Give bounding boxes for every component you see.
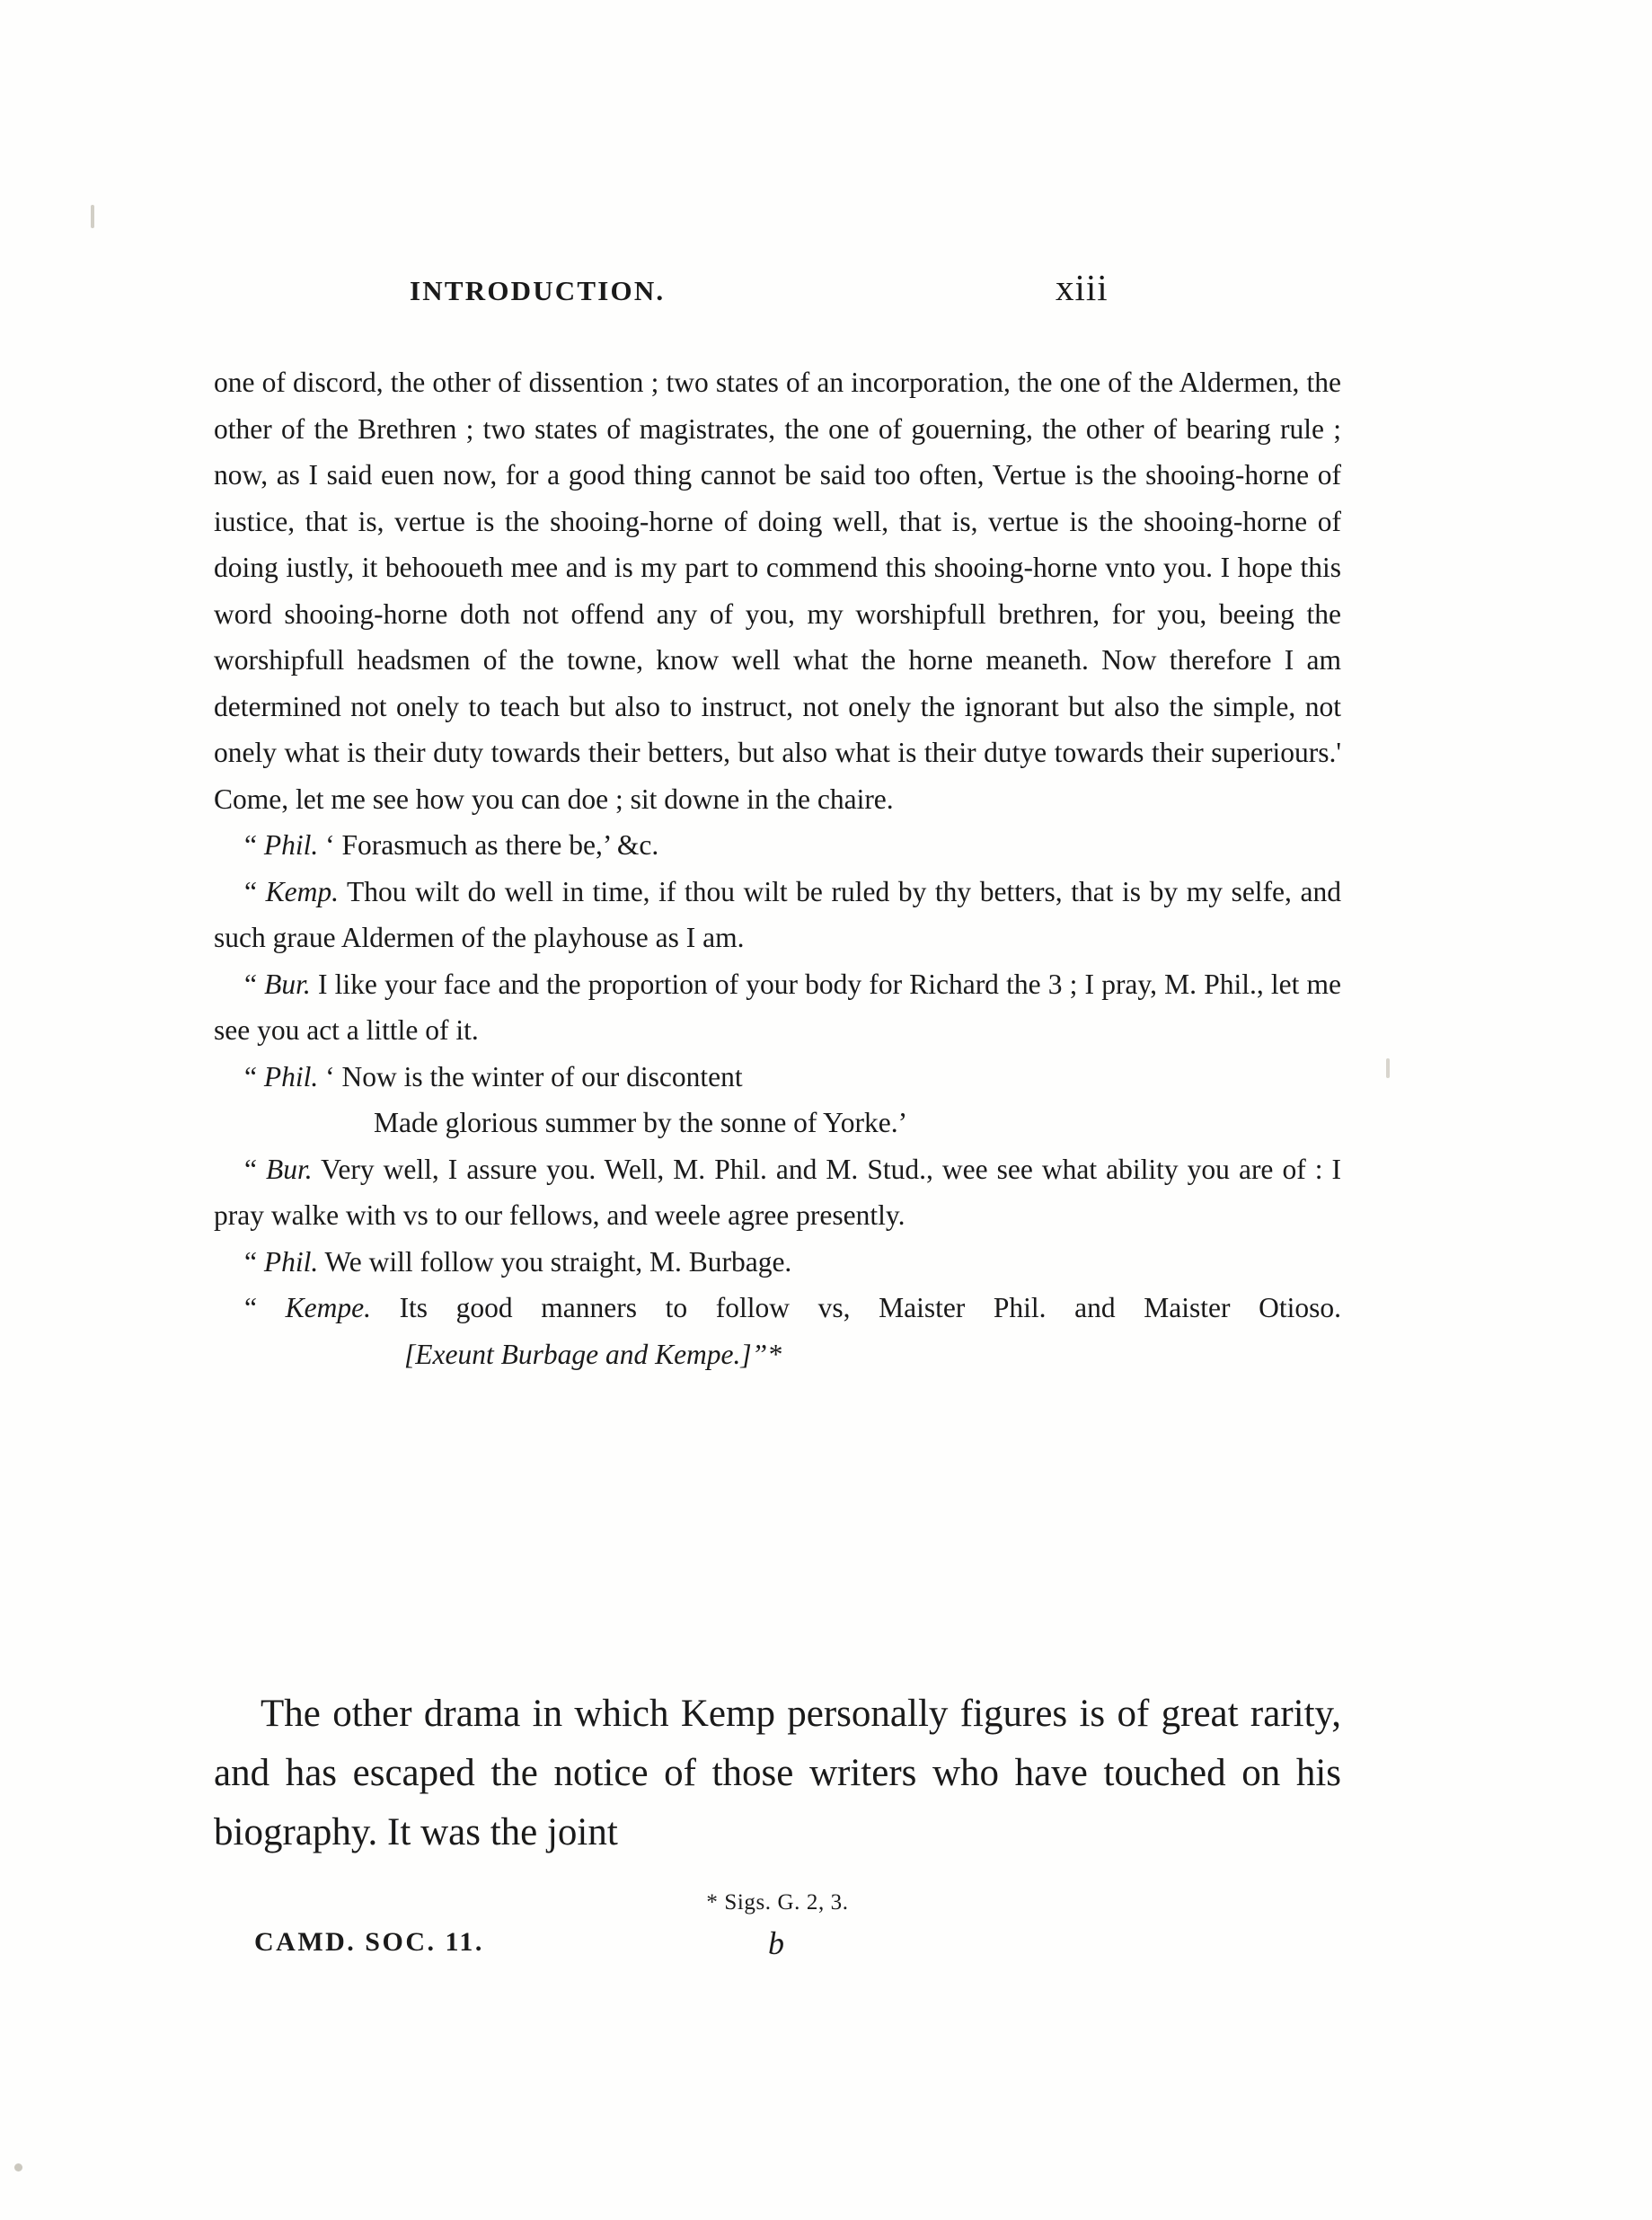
speech-text: I like your face and the proportion of your body for Richard the 3 ; I pray, M. Phil., let me see you act a little of it. [214,968,1341,1046]
scan-speckle [1386,1058,1390,1078]
quote-mark: “ [244,1060,264,1092]
footnote: * Sigs. G. 2, 3. [706,1890,849,1915]
body-text [214,359,1341,1377]
speech-text: ‘ Forasmuch as there be,’ &c. [318,829,659,861]
signature-mark-right: b [768,1925,784,1961]
quote-mark: “ [244,1245,264,1278]
speech-phil-3 [214,1239,1341,1286]
page-number: xiii [1056,267,1109,308]
speech-text: We will follow you straight, M. Burbage. [318,1245,792,1278]
quote-mark: “ [244,1153,267,1185]
speaker-name: Phil. [263,829,319,861]
scan-speckle [14,2163,22,2171]
signature-mark-left: CAMD. SOC. 11. [254,1927,484,1957]
running-head [0,0,1652,308]
stage-direction: [Exeunt Burbage and Kempe.]”* [404,1338,782,1370]
scan-speckle [91,205,94,228]
quote-mark: “ [244,1292,286,1323]
closing-paragraph: The other drama in which Kemp personally figures is of great rarity, and has escaped the notice of those writers who have touched on his biography. It was the joint [214,1693,1341,1853]
speech-text: Its good manners to follow vs, Maister Phil. and Maister Otioso. [370,1292,1341,1323]
verse-line-2: Made glorious summer by the sonne of Yorke.’ [374,1107,908,1138]
speaker-name: Kempe. [285,1292,371,1323]
speech-kempe-2 [214,1285,1341,1377]
speech-bur-2 [214,1146,1341,1239]
quote-mark: “ [244,875,266,907]
speech-text: Very well, I assure you. Well, M. Phil. and M. Stud., wee see what ability you are of : I pray walke with vs to our fellows, and weele agree presently. [214,1153,1342,1231]
running-head-title: INTRODUCTION. [410,275,666,306]
speech-kemp-1 [214,869,1341,961]
quote-mark: “ [244,829,264,861]
speaker-name: Bur. [266,1153,313,1185]
speech-phil-2 [214,1054,1341,1146]
speech-bur-1 [214,961,1341,1054]
speaker-name: Bur. [264,968,311,1000]
quote-mark: “ [244,968,265,1000]
speech-text: ‘ Now is the winter of our discontent [318,1060,743,1092]
speech-phil-1 [214,822,1341,869]
speaker-name: Phil. [263,1060,319,1092]
speaker-name: Phil. [263,1245,319,1278]
paragraph-continuation: one of discord, the other of dissention ; two states of an incorporation, the one of the Aldermen, the other of the Brethren ; two states of magistrates, the one of gouerning, the other of bearing rule ; now, as I said euen now, for a good thing cannot be said too often, Vertue is the shooing-horne of iustice, that is, vertue is the shooing-horne of doing well, that is, vertue is the shooing-horne of doing iustly, it behooueth mee and is my part to commend this shooing-horne vnto you. I hope this word shooing-horne doth not offend any of you, my worshipfull brethren, for you, beeing the worshipfull headsmen of the towne, know well what the horne meaneth. Now therefore I am determined not onely to teach but also to instruct, not onely the ignorant but also the simple, not onely what is their duty towards their betters, but also what is their dutye towards their superiours.' Come, let me see how you can doe ; sit downe in the chaire. [214,367,1341,815]
speaker-name: Kemp. [265,875,339,907]
speech-text: Thou wilt do well in time, if thou wilt be ruled by thy betters, that is by my selfe, and such graue Aldermen of the playhouse as I am. [214,875,1341,953]
